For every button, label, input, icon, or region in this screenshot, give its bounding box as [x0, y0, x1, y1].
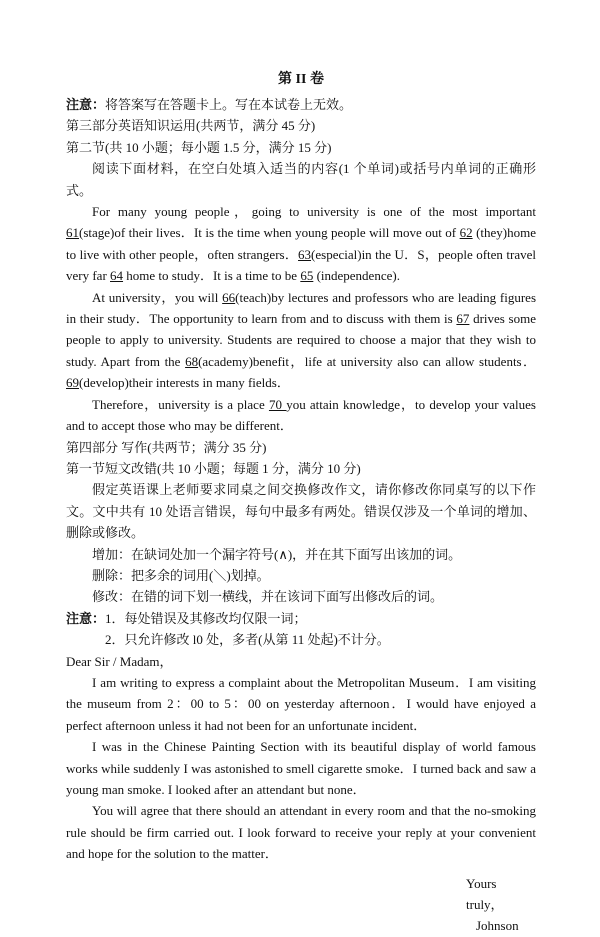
passage-text: (teach)by lectures and professors who are leading figures in their study．The opportunity to learn from and to discuss with them is [66, 289, 536, 327]
passage-text: (independence). [313, 268, 400, 284]
passage-text: drives some people to apply to university. Students are required to choose a major that they wish to study. Apart from the [66, 311, 536, 369]
passage-paragraph-1 [66, 201, 536, 287]
note-label: 注意： [66, 97, 106, 112]
modify-rule: 修改：在错的词下划一横线，并在该词下面写出修改后的词。 [92, 589, 444, 605]
part3-heading: 第三部分英语知识运用(共两节，满分 45 分) [66, 118, 316, 134]
section1-instruction: 假定英语课上老师要求同桌之间交换修改作文，请你修改你同桌写的以下作文。文中共有 10 处语言错误，每句中最多有两处。错误仅涉及一个单词的增加、删除或修改。 [66, 482, 536, 541]
passage-text: Therefore，university is a place [92, 396, 269, 412]
passage-text: At university，you will [92, 289, 223, 305]
blank-68: 68 [185, 353, 199, 369]
passage-text: For many young people，going to university is one of the most important [92, 204, 536, 220]
passage-paragraph-3 [66, 394, 536, 437]
section2-instruction: 阅读下面材料，在空白处填入适当的内容(1 个单词)或括号内单词的正确形式。 [66, 161, 536, 198]
blank-67: 67 [456, 311, 470, 327]
passage-text: (especial)in the U．S，people often travel very far [66, 246, 536, 284]
blank-62: 62 [459, 225, 473, 241]
note2-item-2: 2．只允许修改 l0 处，多者(从第 11 处起)不计分。 [105, 632, 390, 648]
passage-text: (they)home to live with other people，often strangers． [66, 225, 537, 262]
letter-paragraph-1: I am writing to express a complaint about the Metropolitan Museum．I am visiting the museum from 2：00 to 5：00 on yesterday afternoon．I would have enjoyed a perfect afternoon unless it had not been for an unfortunate incident． [66, 674, 536, 733]
blank-65: 65 [300, 268, 314, 284]
note2-item-1: 1．每处错误及其修改均仅限一词； [105, 610, 307, 626]
blank-69: 69 [66, 375, 79, 391]
blank-66: 66 [222, 289, 236, 305]
note2-line-1 [66, 608, 536, 629]
add-rule: 增加：在缺词处加一个漏字符号(∧)，并在其下面写出该加的词。 [92, 546, 462, 562]
blank-63: 63 [298, 246, 312, 262]
letter-paragraph-3: You will agree that there should an attendant in every room and that the no-smoking rule should be firm carried out. I look forward to receive your reply at your convenient and hope for the solution to the matter． [66, 803, 536, 862]
letter-closing: Yours truly， [466, 875, 504, 913]
page-title: 第 II 卷 [278, 72, 324, 87]
letter-paragraph-2: I was in the Chinese Painting Section with its beautiful display of world famous works while suddenly I was astonished to smell cigarette smoke．I turned back and saw a young man smoke. I looked after an attendant but none． [66, 739, 536, 797]
note-line [66, 94, 536, 115]
passage-text: (academy)benefit，life at university also can allow students． [198, 353, 536, 369]
letter-signature: Johnson [476, 918, 519, 934]
blank-61: 61 [66, 225, 79, 241]
delete-rule: 删除：把多余的词用(＼)划掉。 [92, 567, 270, 583]
passage-text: (stage)of their lives．It is the time when young people will move out of [79, 225, 460, 241]
note2-label: 注意： [66, 610, 106, 626]
passage-text: (develop)their interests in many fields． [79, 375, 290, 391]
part4-heading: 第四部分 写作(共两节；满分 35 分) [66, 439, 267, 455]
section2-heading: 第二节(共 10 小题；每小题 1.5 分，满分 15 分) [66, 139, 332, 155]
passage-text: you attain knowledge，to develop your values and to accept those who may be different． [66, 396, 536, 434]
passage-paragraph-2 [66, 287, 536, 394]
section1-heading: 第一节短文改错(共 10 小题；每题 1 分，满分 10 分) [66, 460, 361, 476]
passage-text: home to study．It is a time to be [123, 268, 301, 284]
note-text: 将答案写在答题卡上。写在本试卷上无效。 [105, 97, 353, 112]
exam-page [66, 68, 536, 937]
blank-64: 64 [110, 268, 124, 284]
letter-greeting: Dear Sir / Madam， [66, 653, 173, 669]
blank-70: 70 [268, 396, 287, 412]
